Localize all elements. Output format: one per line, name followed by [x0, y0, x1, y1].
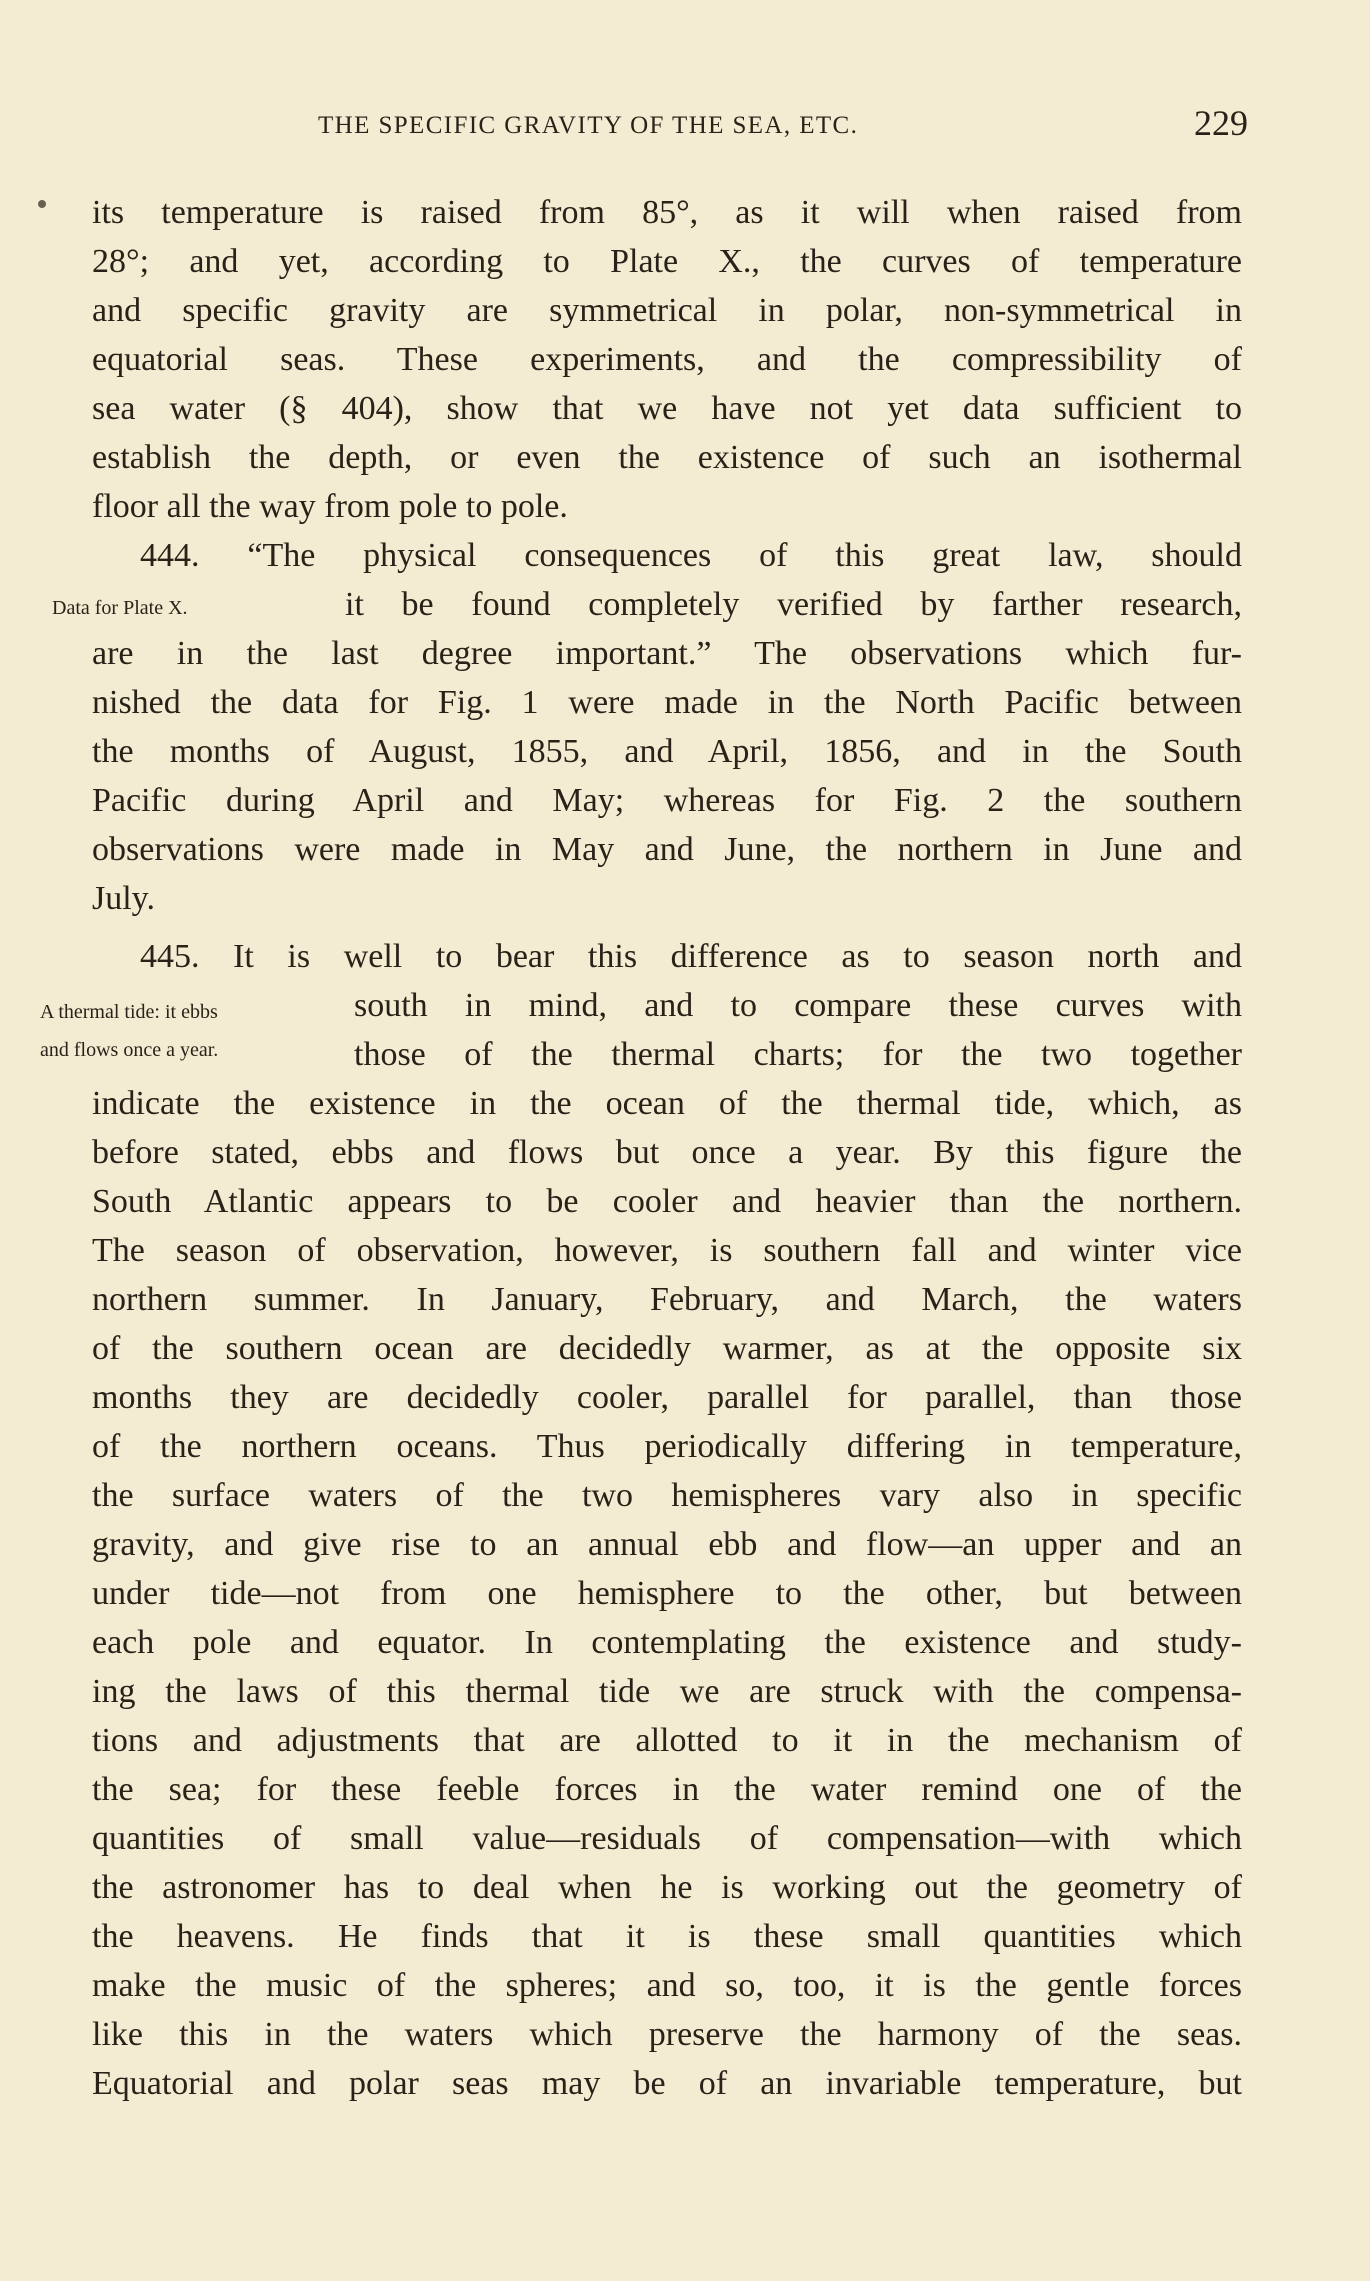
text-line: make the music of the spheres; and so, too, it is the gentle forces [92, 1967, 1242, 2004]
text-line: ing the laws of this thermal tide we are struck with the compensa- [92, 1673, 1242, 1710]
text-line: months they are decidedly cooler, parallel for parallel, than those [92, 1379, 1242, 1416]
text-line: of the southern ocean are decidedly warmer, as at the opposite six [92, 1330, 1242, 1367]
text-line: its temperature is raised from 85°, as it will when raised from [92, 194, 1242, 231]
text-line: before stated, ebbs and flows but once a year. By this figure the [92, 1134, 1242, 1171]
text-line: indicate the existence in the ocean of the thermal tide, which, as [92, 1085, 1242, 1122]
text-line: floor all the way from pole to pole. [92, 488, 568, 525]
text-line: quantities of small value—residuals of compensation—with which [92, 1820, 1242, 1857]
text-line: like this in the waters which preserve the harmony of the seas. [92, 2016, 1242, 2053]
text-line: observations were made in May and June, the northern in June and [92, 831, 1242, 868]
text-line: sea water (§ 404), show that we have not yet data sufficient to [92, 390, 1242, 427]
text-line: Pacific during April and May; whereas for Fig. 2 the southern [92, 782, 1242, 819]
paragraph-444-start: 444. “The physical consequences of this great law, should [140, 537, 1242, 574]
text-line: the surface waters of the two hemispheres vary also in specific [92, 1477, 1242, 1514]
text-line: the heavens. He finds that it is these small quantities which [92, 1918, 1242, 1955]
running-head: THE SPECIFIC GRAVITY OF THE SEA, ETC. [318, 112, 859, 139]
text-line: the sea; for these feeble forces in the water remind one of the [92, 1771, 1242, 1808]
text-line: of the northern oceans. Thus periodically differing in temperature, [92, 1428, 1242, 1465]
text-line: gravity, and give rise to an annual ebb and flow—an upper and an [92, 1526, 1242, 1563]
text-line: it be found completely verified by farther research, [345, 586, 1242, 623]
paragraph-445-start: 445. It is well to bear this difference as to season north and [140, 938, 1242, 975]
text-line: 28°; and yet, according to Plate X., the curves of temperature [92, 243, 1242, 280]
text-line: south in mind, and to compare these curves with [354, 987, 1242, 1024]
text-line: northern summer. In January, February, and March, the waters [92, 1281, 1242, 1318]
text-line: under tide—not from one hemisphere to the other, but between [92, 1575, 1242, 1612]
text-line: South Atlantic appears to be cooler and heavier than the northern. [92, 1183, 1242, 1220]
margin-note-thermal-tide-cont: and flows once a year. [40, 1039, 219, 1061]
text-line: those of the thermal charts; for the two together [354, 1036, 1242, 1073]
text-line: establish the depth, or even the existence of such an isothermal [92, 439, 1242, 476]
text-line: and specific gravity are symmetrical in polar, non-symmetrical in [92, 292, 1242, 329]
text-line: are in the last degree important.” The observations which fur- [92, 635, 1242, 672]
text-line: tions and adjustments that are allotted to it in the mechanism of [92, 1722, 1242, 1759]
page-number: 229 [1194, 103, 1248, 143]
text-line: July. [92, 880, 155, 917]
margin-note-data-for-plate: Data for Plate X. [52, 597, 188, 619]
text-line: nished the data for Fig. 1 were made in the North Pacific between [92, 684, 1242, 721]
margin-note-thermal-tide: A thermal tide: it ebbs [40, 1001, 218, 1023]
text-line: The season of observation, however, is southern fall and winter vice [92, 1232, 1242, 1269]
text-line: the astronomer has to deal when he is working out the geometry of [92, 1869, 1242, 1906]
ink-speck [38, 200, 46, 208]
text-line: the months of August, 1855, and April, 1856, and in the South [92, 733, 1242, 770]
text-line: equatorial seas. These experiments, and the compressibility of [92, 341, 1242, 378]
text-line: each pole and equator. In contemplating the existence and study- [92, 1624, 1242, 1661]
page-header [318, 103, 1248, 148]
text-line: Equatorial and polar seas may be of an invariable temperature, but [92, 2065, 1242, 2102]
